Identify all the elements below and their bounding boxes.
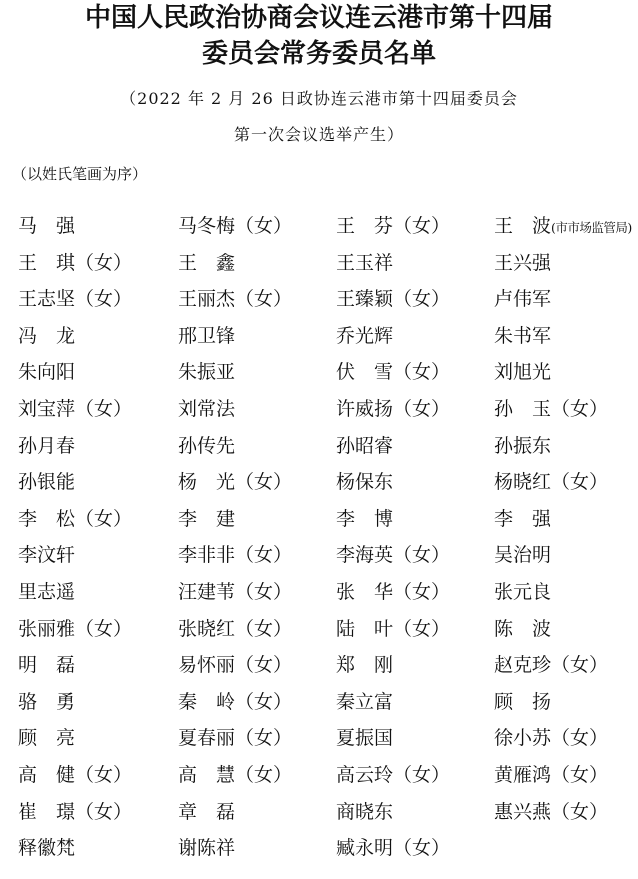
member-name: 陈 波 — [494, 617, 552, 640]
member-name: 李 强 — [494, 507, 552, 530]
roster-row — [18, 686, 638, 723]
roster-row — [18, 210, 638, 247]
member-name: 郑 刚 — [336, 654, 394, 677]
member-name: 王臻颖（女） — [336, 288, 451, 311]
member-name: 徐小苏（女） — [494, 727, 609, 750]
roster-row — [18, 832, 638, 869]
member-name: 李 博 — [336, 507, 394, 530]
member-name: 孙振东 — [494, 434, 552, 457]
member-name: 杨晓红（女） — [494, 471, 609, 494]
member-name: 章 磊 — [178, 800, 236, 823]
member-affiliation-note: (市市场监管局) — [551, 220, 632, 235]
roster-row — [18, 576, 638, 613]
member-name: 马冬梅（女） — [178, 215, 293, 237]
member-name: 黄雁鸿（女） — [494, 763, 609, 786]
election-note-line-2: 第一次会议选举产生） — [233, 125, 404, 144]
member-name: 释徽梵 — [18, 837, 76, 860]
roster-row — [18, 466, 638, 503]
member-name: 孙传先 — [178, 434, 236, 457]
member-name: 伏 雪（女） — [336, 361, 451, 384]
member-name: 汪建苇（女） — [178, 580, 293, 603]
roster-row — [18, 796, 638, 833]
election-note-line-1: （2022 年 2 月 26 日政协连云港市第十四届委员会 — [120, 89, 518, 108]
roster-row — [18, 356, 638, 393]
member-name: 朱书军 — [494, 324, 552, 347]
roster-row — [18, 759, 638, 796]
member-name: 王兴强 — [494, 251, 552, 274]
roster-row — [18, 393, 638, 430]
roster-row — [18, 320, 638, 357]
member-name: 顾 亮 — [18, 727, 76, 750]
member-name: 李 建 — [178, 507, 236, 530]
member-name: 冯 龙 — [18, 324, 76, 347]
member-name: 夏振国 — [336, 727, 394, 750]
member-name: 王 芬（女） — [336, 215, 451, 237]
roster-row — [18, 430, 638, 467]
member-name: 高云玲（女） — [336, 763, 451, 786]
member-name: 秦 岭（女） — [178, 690, 293, 713]
member-name: 高 慧（女） — [178, 763, 293, 786]
member-name: 李海英（女） — [336, 544, 451, 567]
member-name: 谢陈祥 — [178, 837, 236, 860]
document-title-line-2: 委员会常务委员名单 — [201, 39, 436, 69]
member-name: 陆 叶（女） — [336, 617, 451, 640]
member-name: 刘旭光 — [494, 361, 552, 384]
member-name: 张晓红（女） — [178, 617, 293, 640]
member-name: 王 鑫 — [178, 251, 236, 274]
member-name: 孙 玉（女） — [494, 397, 609, 420]
member-name: 杨 光（女） — [178, 471, 293, 494]
member-name: 崔 璟（女） — [18, 800, 133, 823]
member-name: 孙昭睿 — [336, 434, 394, 457]
member-name: 惠兴燕（女） — [494, 800, 609, 823]
member-name: 赵克珍（女） — [494, 654, 609, 677]
member-name: 孙银能 — [18, 471, 76, 494]
member-name: 许威扬（女） — [336, 397, 451, 420]
member-name: 王 琪（女） — [18, 251, 133, 274]
member-name: 卢伟军 — [494, 288, 552, 311]
member-name: 顾 扬 — [494, 690, 552, 713]
member-name: 李汶轩 — [18, 544, 76, 567]
member-name: 杨保东 — [336, 471, 394, 494]
member-name: 夏春丽（女） — [178, 727, 293, 750]
member-name: 臧永明（女） — [336, 837, 451, 860]
member-name: 刘宝萍（女） — [18, 397, 133, 420]
roster-row — [18, 613, 638, 650]
roster-row — [18, 283, 638, 320]
member-name: 张丽雅（女） — [18, 617, 133, 640]
member-name: 马 强 — [18, 215, 76, 237]
member-name-with-affiliation: 王 波(市市场监管局) — [494, 215, 632, 237]
member-name: 里志遥 — [18, 580, 76, 603]
member-name: 张 华（女） — [336, 580, 451, 603]
member-name: 朱振亚 — [178, 361, 236, 384]
member-name: 李非非（女） — [178, 544, 293, 567]
member-name: 易怀丽（女） — [178, 654, 293, 677]
member-name: 商晓东 — [336, 800, 394, 823]
roster-row — [18, 722, 638, 759]
roster-row — [18, 503, 638, 540]
member-name: 刘常法 — [178, 397, 236, 420]
member-name: 高 健（女） — [18, 763, 133, 786]
member-name: 邢卫锋 — [178, 324, 236, 347]
member-name: 秦立富 — [336, 690, 394, 713]
member-name: 明 磊 — [18, 654, 76, 677]
member-name: 朱向阳 — [18, 361, 76, 384]
ordering-note: （以姓氏笔画为序） — [12, 165, 148, 183]
roster-row — [18, 539, 638, 576]
member-name: 李 松（女） — [18, 507, 133, 530]
member-name: 骆 勇 — [18, 690, 76, 713]
member-name: 张元良 — [494, 580, 552, 603]
member-name: 王丽杰（女） — [178, 288, 293, 311]
document-title-line-1: 中国人民政治协商会议连云港市第十四届 — [84, 3, 553, 33]
member-name: 吴治明 — [494, 544, 552, 567]
member-name: 王志坚（女） — [18, 288, 133, 311]
member-roster — [18, 210, 638, 869]
roster-row — [18, 247, 638, 284]
member-name: 乔光辉 — [336, 324, 394, 347]
member-name: 孙月春 — [18, 434, 76, 457]
roster-row — [18, 649, 638, 686]
member-name: 王玉祥 — [336, 251, 394, 274]
